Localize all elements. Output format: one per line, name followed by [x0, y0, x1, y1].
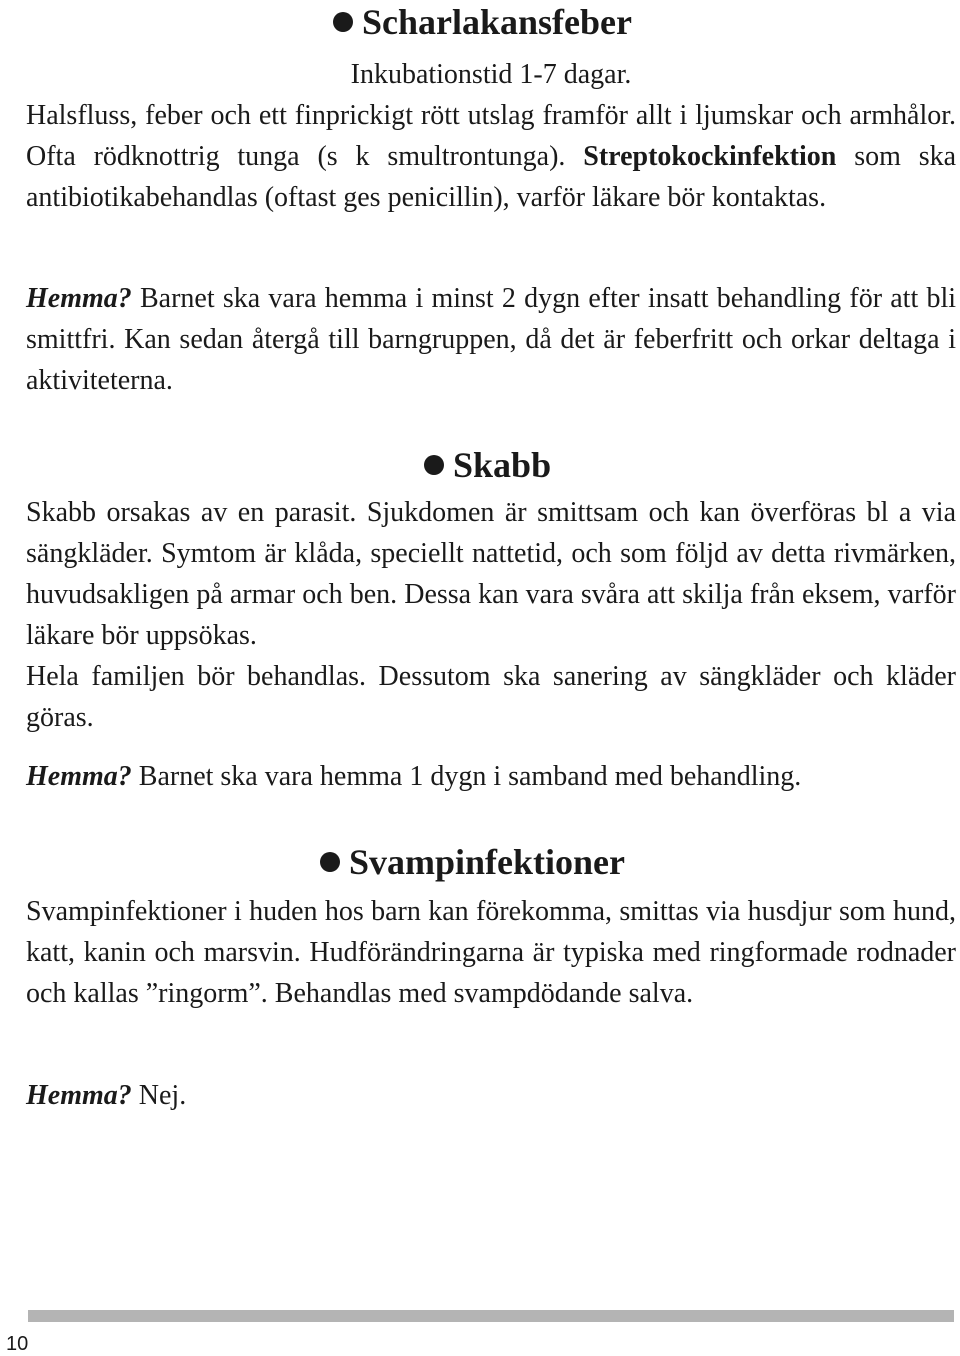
home-label: Hemma?: [26, 1080, 132, 1111]
section-body-skabb-2: Hela familjen bör behandlas. Dessutom ska sanering av sängkläder och kläder göras.: [26, 661, 956, 733]
section-body-scharlakansfeber: [26, 95, 956, 218]
section-title: Svampinfektioner: [349, 842, 626, 882]
home-note-svampinfektioner: [26, 1075, 956, 1116]
home-label: Hemma?: [26, 761, 132, 792]
section-heading-scharlakansfeber: [333, 0, 632, 44]
home-note-scharlakansfeber: [26, 278, 956, 401]
home-text: Barnet ska vara hemma 1 dygn i samband med behandling.: [138, 761, 802, 792]
section-heading-skabb: [424, 443, 551, 487]
section-title: Skabb: [453, 445, 552, 485]
home-note-skabb: [26, 756, 956, 797]
home-text: Barnet ska vara hemma i minst 2 dygn efter insatt behandling för att bli smittfri. Kan sedan återgå till barngruppen, då det är feberfritt och orkar deltaga i aktiviteterna.: [26, 283, 957, 396]
section-body-svampinfektioner: Svampinfektioner i huden hos barn kan förekomma, smittas via husdjur som hund, katt, kanin och marsvin. Hudförändringarna är typiska med ringformade rodnader och kallas ”ringorm”. Behandlas med svampdödande salva.: [26, 896, 956, 1009]
bullet-icon: [320, 852, 340, 872]
home-text: Nej.: [138, 1080, 187, 1111]
home-label: Hemma?: [26, 283, 132, 314]
footer-rule: [28, 1310, 954, 1322]
section-body-skabb: Skabb orsakas av en parasit. Sjukdomen är smittsam och kan överföras bl a via sängkläder. Symtom är klåda, speciellt nattetid, och som följd av detta rivmärken, huvudsakligen på armar och ben. Dessa kan vara svåra att skilja från eksem, varför läkare bör uppsökas.: [26, 497, 956, 651]
body-text: Halsfluss, feber och ett finprickigt rött utslag framför allt i ljumskar och armhålor. Ofta rödknottrig tunga (s k smultrontunga).: [26, 100, 956, 172]
section-title: Scharlakansfeber: [362, 2, 632, 42]
body-text: som ska antibiotikabehandlas (oftast ges penicillin), varför läkare bör kontaktas.: [26, 141, 957, 213]
bullet-icon: [424, 455, 444, 475]
page-number: 10: [6, 1333, 29, 1355]
body-bold-term: Streptokockinfektion: [583, 141, 837, 172]
incubation-text: Inkubationstid 1-7 dagar.: [350, 59, 632, 90]
bullet-icon: [333, 12, 353, 32]
section-heading-svampinfektioner: [320, 840, 625, 884]
